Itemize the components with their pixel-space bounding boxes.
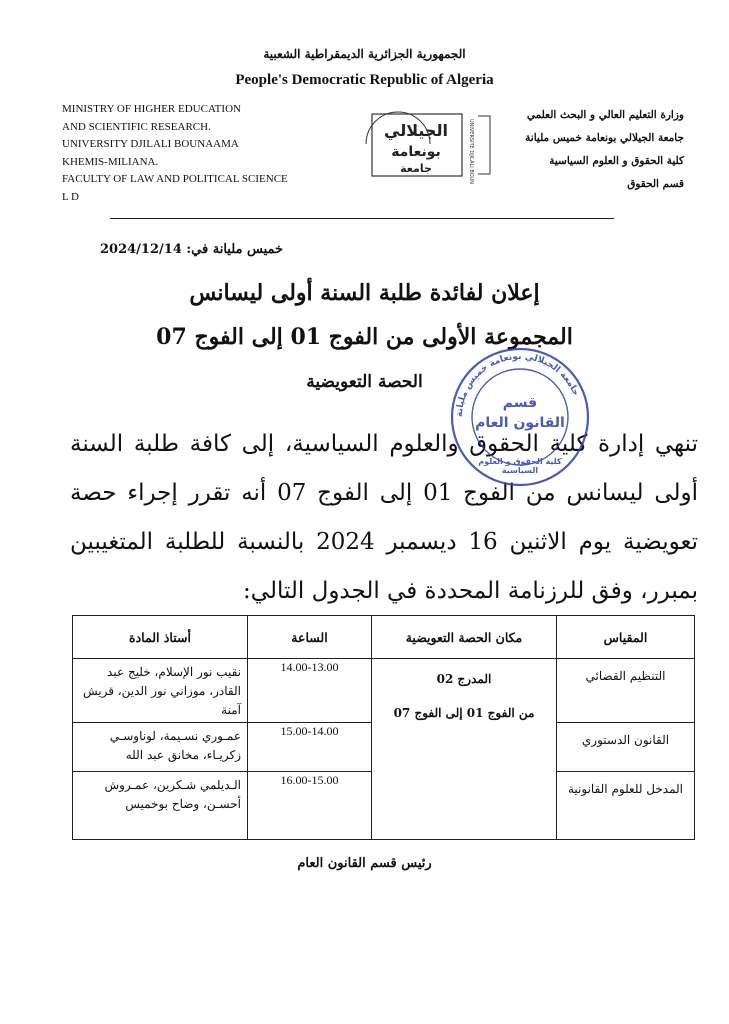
left-line: AND SCIENTIFIC RESEARCH. (62, 120, 211, 133)
time-cell: 16.00-15.00 (248, 772, 372, 840)
date-line: خميس مليانة في: 2024/12/14 (100, 242, 284, 257)
left-line: MINISTRY OF HIGHER EDUCATION (62, 103, 241, 115)
schedule-table (72, 615, 695, 840)
time-cell: 14.00-13.00 (248, 659, 372, 723)
location-groups: من الفوج 01 إلى الفوج 07 (393, 706, 535, 720)
professor-cell: الـديلمي شـكرين، عمـروش أحسـن، وضاح بوخميس (73, 772, 248, 840)
right-line: كلية الحقوق و العلوم السياسية (549, 155, 684, 167)
header-module: المقياس (557, 616, 695, 659)
left-line: KHEMIS-MILIANA. (62, 155, 159, 168)
location-cell (372, 659, 557, 840)
announcement-body: تنهي إدارة كلية الحقوق والعلوم السياسية، إلى كافة طلبة السنة أولى ليسانس من الفوج 01 إلى الفوج 07 أنه تقرر إجراء حصة تعويضية يوم الاثنين 16 ديسمبر 2024 بالنسبة للطلبة المتغيبين بمبرر، وفق للرزنامة المحددة في الجدول التالي: (70, 431, 699, 604)
table-header-row (73, 616, 695, 659)
svg-text:بونعامة: بونعامة (391, 144, 441, 160)
right-header-block (454, 104, 684, 196)
republic-english: People's Democratic Republic of Algeria (235, 72, 494, 88)
header-time: الساعة (248, 616, 372, 659)
professor-cell: عمـوري نسـيمة، لوناوسـي زكريـاء، مخانق عبد الله (73, 723, 248, 772)
right-line: قسم الحقوق (627, 178, 684, 190)
announcement-title: إعلان لفائدة طلبة السنة أولى ليسانس (189, 280, 540, 306)
module-cell: القانون الدستوري (557, 723, 695, 772)
group-title: المجموعة الأولى من الفوج 01 إلى الفوج 07 (156, 324, 573, 350)
left-line: FACULTY OF LAW AND POLITICAL SCIENCE (62, 173, 288, 185)
svg-text:الجيلالي: الجيلالي (384, 121, 448, 140)
time-cell: 15.00-14.00 (248, 723, 372, 772)
location-hall: المدرج 02 (436, 672, 492, 686)
module-cell: التنظيم القضائي (557, 659, 695, 723)
svg-text:UNIVERSITE DJILALI BOUNAAMA: UNIVERSITE DJILALI BOUNAAMA (468, 119, 474, 184)
professor-cell: نقيب نور الإسلام، خليج عبد القادر، موزاني نور الدين، قريش آمنة (73, 659, 248, 723)
header-divider (110, 218, 614, 219)
department-stamp (445, 345, 595, 490)
stamp-ring-text: جامعة الجيلالي بونعامة خميس مليانة (454, 351, 581, 418)
stamp-center-text: قسم القانون العام (475, 395, 565, 431)
stamp-bottom-text: كلية الحقوق و العلوم السياسية (478, 457, 562, 475)
session-title: الحصة التعويضية (306, 372, 423, 392)
signature-line: رئيس قسم القانون العام (297, 856, 432, 871)
module-cell: المدخل للعلوم القانونية (557, 772, 695, 840)
table-row (73, 659, 695, 723)
left-line: L D (62, 190, 80, 203)
right-line: جامعة الجيلالي بونعامة خميس مليانة (525, 132, 684, 144)
svg-text:جامعة: جامعة (400, 162, 432, 175)
header-professor: أستاذ المادة (73, 616, 248, 659)
left-line: UNIVERSITY DJILALI BOUNAAMA (62, 138, 239, 150)
left-header-block (62, 101, 342, 206)
right-line: وزارة التعليم العالي و البحث العلمي (526, 109, 684, 121)
republic-arabic: الجمهورية الجزائرية الديمقراطية الشعبية (263, 47, 466, 61)
header-location: مكان الحصة التعويضية (372, 616, 557, 659)
